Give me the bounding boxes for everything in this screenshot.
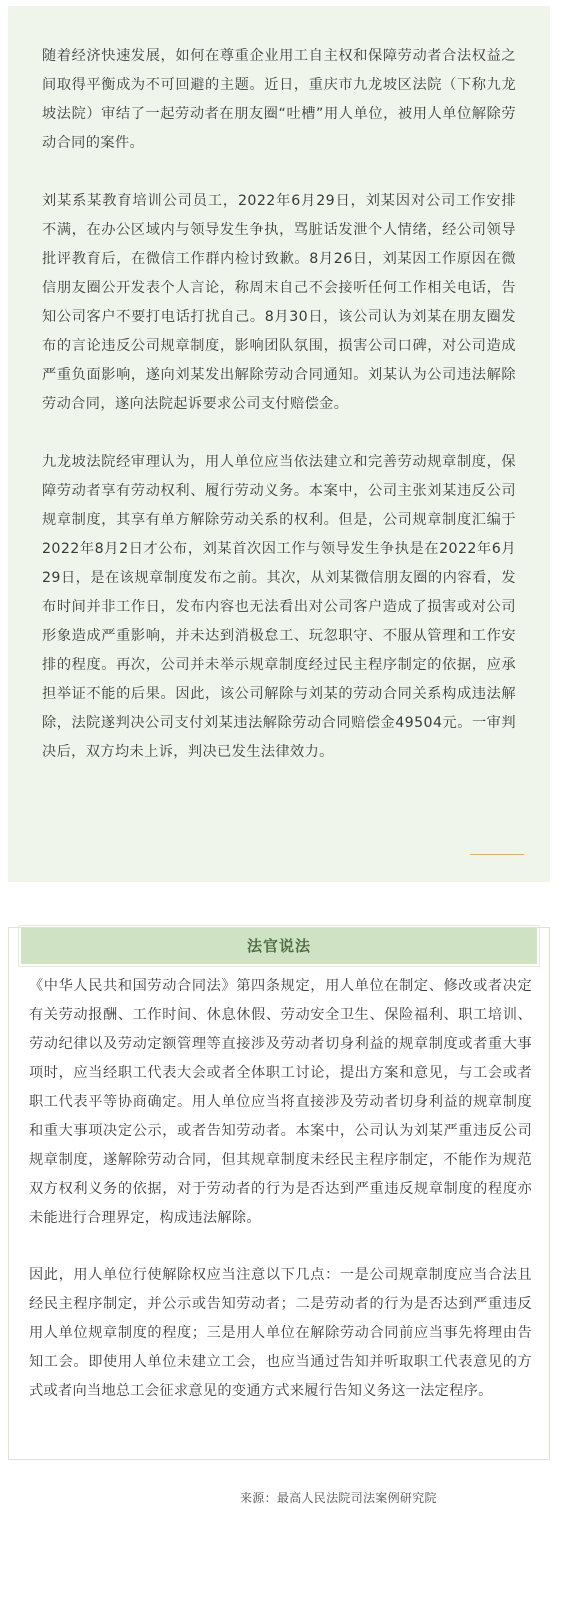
case-ruling-paragraph: 九龙坡法院经审理认为，用人单位应当依法建立和完善劳动规章制度，保障劳动者享有劳动权利、履行劳动义务。本案中，公司主张刘某违反公司规章制度，其享有单方解除劳动关系的权利。但是，公司规章制度汇编于2022年8月2日才公布，刘某首次因工作与领导发生争执是在2022年6月29日，是在该规章制度发布之前。其次，从刘某微信朋友圈的内容看，发布时间并非工作日，发布内容也无法看出对公司客户造成了损害或对公司形象造成严重影响，并未达到消极怠工、玩忽职守、不服从管理和工作安排的程度。再次，公司并未举示规章制度经过民主程序制定的依据，应承担举证不能的后果。因此，该公司解除与刘某的劳动合同关系构成违法解除，法院遂判决公司支付刘某违法解除劳动合同赔偿金49504元。一审判决后，双方均未上诉，判决已发生法律效力。 (42, 454, 516, 760)
case-description-panel (8, 6, 550, 882)
source-attribution: 来源：最高人民法院司法案例研究院 (240, 1491, 437, 1505)
judge-commentary-body (29, 972, 532, 1434)
judge-commentary-title: 法官说法 (246, 937, 311, 955)
judge-commentary-header (21, 928, 537, 964)
judge-law-paragraph: 《中华人民共和国劳动合同法》第四条规定，用人单位在制定、修改或者决定有关劳动报酬、工作时间、休息休假、劳动安全卫生、保险福利、职工培训、劳动纪律以及劳动定额管理等直接涉及劳动者切身利益的规章制度或者重大事项时，应当经职工代表大会或者全体职工讨论，提出方案和意见，与工会或者职工代表平等协商确定。用人单位应当将直接涉及劳动者切身利益的规章制度和重大事项决定公示，或者告知劳动者。本案中，公司认为刘某严重违反公司规章制度，遂解除劳动合同，但其规章制度未经民主程序制定，不能作为规范双方权利义务的依据，对于劳动者的行为是否达到严重违反规章制度的程度亦未能进行合理界定，构成违法解除。 (29, 978, 532, 1226)
section-end-divider (470, 854, 524, 855)
case-facts-paragraph: 刘某系某教育培训公司员工，2022年6月29日，刘某因对公司工作安排不满，在办公区域内与领导发生争执，骂脏话发泄个人情绪，经公司领导批评教育后，在微信工作群内检讨致歉。8月26日，刘某因工作原因在微信朋友圈公开发表个人言论，称周末自己不会接听任何工作相关电话，告知公司客户不要打电话打扰自己。8月30日，该公司认为刘某在朋友圈发布的言论违反公司规章制度，影响团队氛围，损害公司口碑，对公司造成严重负面影响，遂向刘某发出解除劳动合同通知。刘某认为公司违法解除劳动合同，遂向法院起诉要求公司支付赔偿金。 (42, 193, 516, 412)
judge-advice-paragraph: 因此，用人单位行使解除权应当注意以下几点：一是公司规章制度应当合法且经民主程序制定，并公示或告知劳动者；二是劳动者的行为是否达到严重违反用人单位规章制度的程度；三是用人单位在解除劳动合同前应当事先将理由告知工会。即使用人单位未建立工会，也应当通过告知并听取职工代表意见的方式或者向当地总工会征求意见的变通方式来履行告知义务这一法定程序。 (29, 1267, 532, 1399)
judge-commentary-box (8, 927, 550, 1460)
case-intro-paragraph: 随着经济快速发展，如何在尊重企业用工自主权和保障劳动者合法权益之间取得平衡成为不可回避的主题。近日，重庆市九龙坡区法院（下称九龙坡法院）审结了一起劳动者在朋友圈“吐槽”用人单位，被用人单位解除劳动合同的案件。 (42, 48, 516, 151)
